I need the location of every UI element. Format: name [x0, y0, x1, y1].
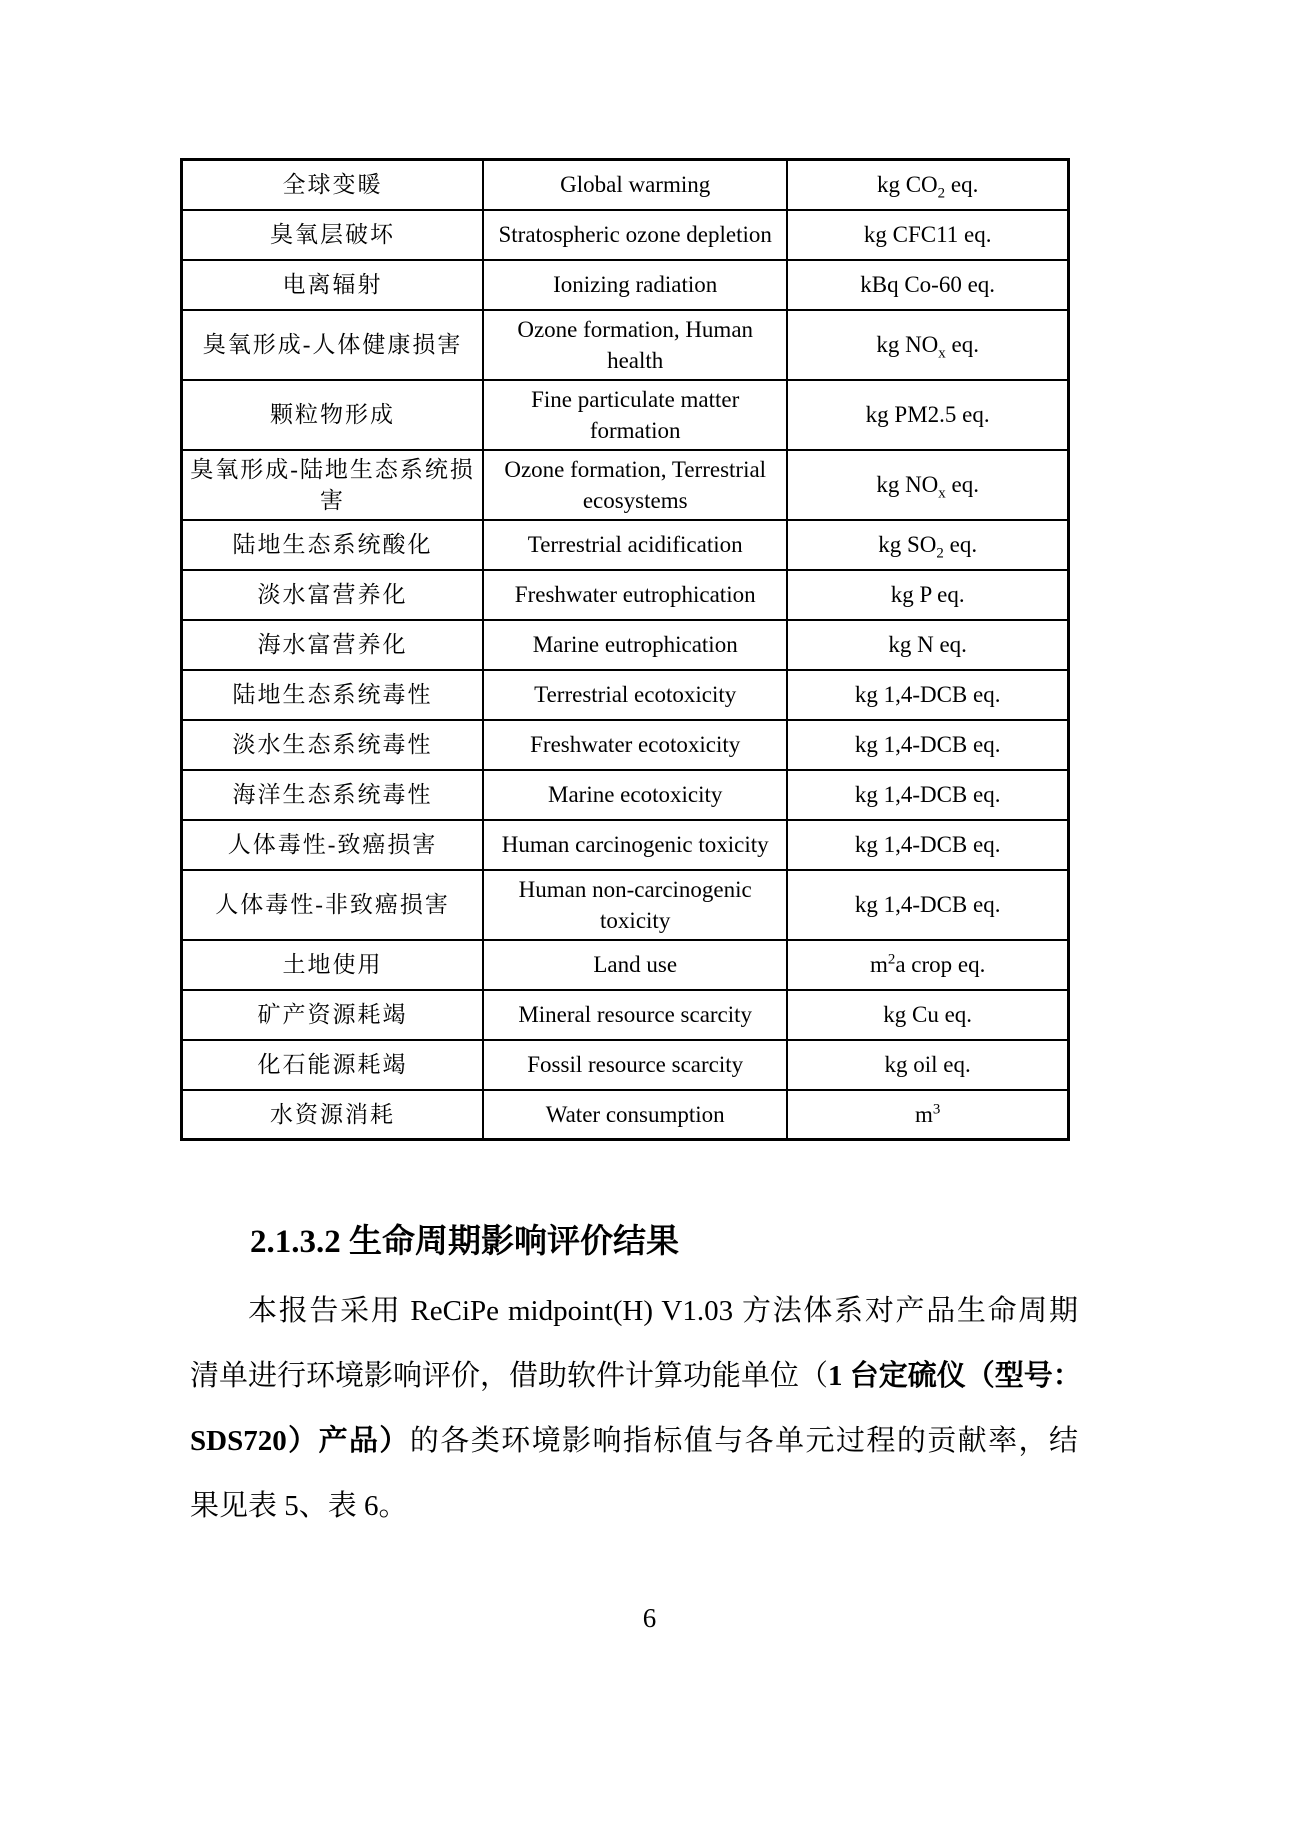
- unit-text: kg N eq.: [888, 632, 967, 657]
- impact-category-table: [180, 158, 1070, 1141]
- table-row: [182, 520, 1069, 570]
- impact-name-cn: 海洋生态系统毒性: [182, 770, 484, 820]
- impact-name-cn: 颗粒物形成: [182, 380, 484, 450]
- impact-unit: [787, 520, 1068, 570]
- table-row: [182, 160, 1069, 210]
- table-row: [182, 1040, 1069, 1090]
- unit-subscript: x: [938, 345, 946, 362]
- impact-name-cn: 淡水生态系统毒性: [182, 720, 484, 770]
- table-row: [182, 940, 1069, 990]
- unit-text: kg 1,4-DCB eq.: [854, 892, 1001, 917]
- impact-name-en: Freshwater ecotoxicity: [483, 720, 787, 770]
- impact-name-en: Terrestrial acidification: [483, 520, 787, 570]
- table-row: [182, 570, 1069, 620]
- table-row: [182, 380, 1069, 450]
- table-row: [182, 620, 1069, 670]
- impact-unit: [787, 1090, 1068, 1140]
- impact-name-cn: 臭氧形成-陆地生态系统损害: [182, 450, 484, 520]
- paragraph-line: [190, 1344, 1082, 1409]
- paragraph-line: [190, 1409, 1078, 1474]
- table-row: [182, 820, 1069, 870]
- unit-text: eq.: [945, 332, 979, 357]
- impact-unit: [787, 820, 1068, 870]
- impact-unit: [787, 990, 1068, 1040]
- impact-category-table-body: [182, 160, 1069, 1140]
- impact-name-en: Freshwater eutrophication: [483, 570, 787, 620]
- unit-text: kg Cu eq.: [883, 1002, 973, 1027]
- impact-name-cn: 全球变暖: [182, 160, 484, 210]
- impact-name-cn: 矿产资源耗竭: [182, 990, 484, 1040]
- table-row: [182, 670, 1069, 720]
- table-row: [182, 990, 1069, 1040]
- unit-text: a crop eq.: [895, 952, 986, 977]
- unit-text: eq.: [945, 472, 979, 497]
- table-row: [182, 260, 1069, 310]
- paragraph-line: [190, 1279, 1078, 1344]
- impact-name-en: Land use: [483, 940, 787, 990]
- table-row: [182, 210, 1069, 260]
- impact-name-en: Marine eutrophication: [483, 620, 787, 670]
- impact-name-en: Global warming: [483, 160, 787, 210]
- unit-text: m: [914, 1101, 933, 1127]
- paragraph-text: 果见表 5、表 6。: [190, 1490, 408, 1522]
- impact-unit: [787, 940, 1068, 990]
- impact-name-en: Mineral resource scarcity: [483, 990, 787, 1040]
- table-row: [182, 310, 1069, 380]
- unit-text: kg NO: [876, 332, 939, 357]
- unit-text: kg NO: [876, 472, 939, 497]
- impact-name-cn: 海水富营养化: [182, 620, 484, 670]
- impact-name-cn: 陆地生态系统毒性: [182, 670, 484, 720]
- impact-unit: [787, 260, 1068, 310]
- unit-text: kg P eq.: [890, 582, 965, 607]
- paragraph-text-bold: SDS720）产品）: [190, 1425, 410, 1457]
- impact-name-en: Terrestrial ecotoxicity: [483, 670, 787, 720]
- impact-name-en: Fossil resource scarcity: [483, 1040, 787, 1090]
- table-row: [182, 720, 1069, 770]
- impact-name-cn: 土地使用: [182, 940, 484, 990]
- unit-text: eq.: [943, 532, 978, 557]
- paragraph-line: [190, 1474, 1078, 1539]
- impact-unit: [787, 620, 1068, 670]
- table-row: [182, 870, 1069, 940]
- impact-unit: [787, 210, 1068, 260]
- impact-name-cn: 电离辐射: [182, 260, 484, 310]
- paragraph-text: 的各类环境影响指标值与各单元过程的贡献率，结: [409, 1425, 1078, 1457]
- impact-name-en: Ozone formation, Terrestrial ecosystems: [483, 450, 787, 520]
- unit-text: kg PM2.5 eq.: [865, 402, 990, 427]
- impact-unit: [787, 870, 1068, 940]
- table-row: [182, 1090, 1069, 1140]
- impact-name-cn: 水资源消耗: [182, 1090, 484, 1140]
- impact-name-en: Human non-carcinogenic toxicity: [483, 870, 787, 940]
- unit-subscript: x: [938, 485, 946, 502]
- impact-name-en: Water consumption: [483, 1090, 787, 1140]
- unit-text: kg CFC11 eq.: [863, 222, 992, 247]
- impact-unit: [787, 570, 1068, 620]
- impact-unit: [787, 670, 1068, 720]
- impact-name-cn: 淡水富营养化: [182, 570, 484, 620]
- unit-superscript: 3: [932, 1101, 941, 1118]
- impact-unit: [787, 720, 1068, 770]
- unit-subscript: 2: [936, 545, 944, 562]
- impact-name-cn: 陆地生态系统酸化: [182, 520, 484, 570]
- unit-text: kg CO: [876, 172, 938, 198]
- unit-text: kg 1,4-DCB eq.: [854, 732, 1001, 757]
- impact-unit: [787, 160, 1068, 210]
- impact-name-en: Ionizing radiation: [483, 260, 787, 310]
- impact-name-en: Human carcinogenic toxicity: [483, 820, 787, 870]
- unit-text: kBq Co-60 eq.: [860, 272, 996, 297]
- unit-text: kg 1,4-DCB eq.: [854, 782, 1001, 807]
- table-row: [182, 770, 1069, 820]
- unit-subscript: 2: [937, 185, 946, 202]
- impact-name-cn: 臭氧层破坏: [182, 210, 484, 260]
- page-number: 6: [642, 1603, 657, 1633]
- unit-text: eq.: [945, 172, 979, 198]
- paragraph-text-bold: 1 台定硫仪（型号：: [828, 1360, 1082, 1392]
- unit-text: m: [869, 952, 888, 977]
- unit-text: kg 1,4-DCB eq.: [854, 832, 1001, 857]
- impact-name-en: Fine particulate matter formation: [483, 380, 787, 450]
- impact-unit: [787, 380, 1068, 450]
- paragraph-text: 本报告采用 ReCiPe midpoint(H) V1.03 方法体系对产品生命周期: [248, 1295, 1078, 1327]
- unit-text: kg oil eq.: [884, 1052, 971, 1077]
- impact-name-cn: 人体毒性-非致癌损害: [182, 870, 484, 940]
- table-row: [182, 450, 1069, 520]
- impact-unit: [787, 770, 1068, 820]
- impact-name-cn: 人体毒性-致癌损害: [182, 820, 484, 870]
- section-heading: 2.1.3.2 生命周期影响评价结果: [250, 1224, 679, 1260]
- impact-name-en: Stratospheric ozone depletion: [483, 210, 787, 260]
- impact-name-cn: 臭氧形成-人体健康损害: [182, 310, 484, 380]
- body-paragraph: [190, 1279, 1082, 1539]
- paragraph-text: 清单进行环境影响评价，借助软件计算功能单位（: [190, 1360, 829, 1392]
- impact-name-en: Ozone formation, Human health: [483, 310, 787, 380]
- impact-unit: [787, 450, 1068, 520]
- unit-text: kg SO: [878, 532, 937, 557]
- impact-name-cn: 化石能源耗竭: [182, 1040, 484, 1090]
- impact-unit: [787, 310, 1068, 380]
- unit-superscript: 2: [887, 951, 896, 968]
- unit-text: kg 1,4-DCB eq.: [854, 682, 1001, 707]
- impact-name-en: Marine ecotoxicity: [483, 770, 787, 820]
- impact-unit: [787, 1040, 1068, 1090]
